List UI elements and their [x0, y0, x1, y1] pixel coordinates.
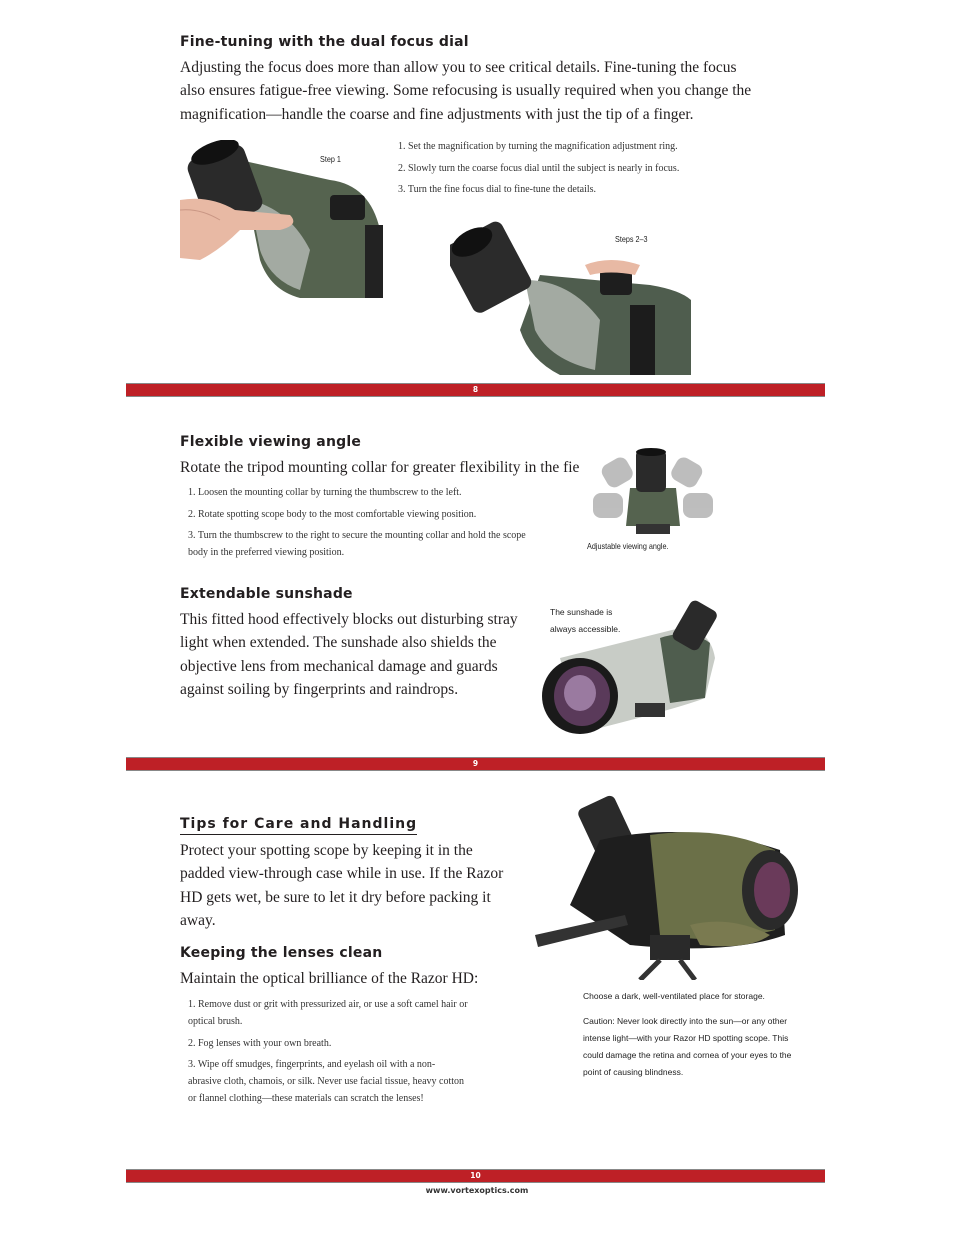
heading-dual-focus: Fine-tuning with the dual focus dial — [180, 34, 469, 50]
page-bar-8 — [126, 383, 825, 397]
caption-sun-warning: Caution: Never look directly into the sun—or any other intense light—with your Razor HD spotting scope. This could damage the retina and cornea of your eyes to the point of causing blindness. — [583, 1016, 792, 1077]
list-item: 1. Loosen the mounting collar by turning the thumbscrew to the left. — [188, 487, 462, 498]
list-item: 1. Set the magnification by turning the magnification adjustment ring. — [398, 141, 678, 152]
lens-cleaning-steps — [188, 996, 468, 1112]
list-item: 1. Remove dust or grit with pressurized air, or use a soft camel hair or optical brush. — [188, 999, 468, 1027]
caption-adjustable-angle: Adjustable viewing angle. — [587, 541, 669, 551]
lenses-paragraph: Maintain the optical brilliance of the Razor HD: — [180, 970, 479, 987]
page-bar-9 — [126, 757, 825, 771]
list-item: 3. Turn the thumbscrew to the right to secure the mounting collar and hold the scope body in the preferred viewing position. — [188, 530, 526, 558]
photo-view-through-case — [530, 795, 810, 980]
care-paragraph: Protect your spotting scope by keeping it in the padded view-through case while in use. If the Razor HD gets wet, be sure to let it dry before packing it away. — [180, 842, 504, 929]
photo-steps2-3-scope — [450, 220, 691, 375]
dual-focus-steps — [398, 138, 758, 203]
photo-step1-hand-scope — [180, 140, 383, 298]
heading-sunshade: Extendable sunshade — [180, 586, 353, 602]
photo-adjustable-angle — [588, 448, 718, 534]
page-number: 9 — [472, 759, 479, 768]
heading-care-handling: Tips for Care and Handling — [180, 816, 417, 835]
photo-sunshade-scope — [540, 598, 725, 736]
dual-focus-paragraph: Adjusting the focus does more than allow you to see critical details. Fine-tuning the focus also ensures fatigue-free viewing. Some refocusing is usually required when you change the magnification—handle the coarse and fine adjustments with just the tip of a finger. — [180, 59, 752, 123]
heading-viewing-angle: Flexible viewing angle — [180, 434, 362, 450]
list-item: 3. Wipe off smudges, fingerprints, and eyelash oil with a non-abrasive cloth, chamois, or silk. Never use facial tissue, heavy cotton or flannel clothing—these materials can scratch the lenses! — [188, 1059, 465, 1104]
heading-lenses-clean: Keeping the lenses clean — [180, 945, 383, 961]
caption-storage: Choose a dark, well-ventilated place for storage. — [583, 991, 765, 1001]
viewing-angle-steps — [188, 484, 538, 566]
page-bar-10 — [126, 1169, 825, 1183]
list-item: 2. Fog lenses with your own breath. — [188, 1037, 332, 1049]
page-number: 8 — [472, 385, 479, 394]
sunshade-paragraph: This fitted hood effectively blocks out disturbing stray light when extended. The sunshade also shields the objective lens from mechanical damage and guards against soiling by fingerprints and raindrops. — [180, 611, 518, 698]
list-item: 2. Rotate spotting scope body to the most comfortable viewing position. — [188, 508, 477, 520]
caption-sunshade: The sunshade is always accessible. — [550, 607, 621, 634]
footer-url: www.vortexoptics.com — [425, 1186, 529, 1195]
list-item: 2. Slowly turn the coarse focus dial until the subject is nearly in focus. — [398, 162, 680, 174]
caption-steps2-3: Steps 2–3 — [615, 234, 648, 244]
list-item: 3. Turn the fine focus dial to fine-tune the details. — [398, 184, 597, 195]
caption-step1: Step 1 — [320, 154, 341, 164]
viewing-angle-paragraph: Rotate the tripod mounting collar for greater flexibility in the fie — [180, 459, 580, 476]
page-number: 10 — [470, 1171, 481, 1180]
